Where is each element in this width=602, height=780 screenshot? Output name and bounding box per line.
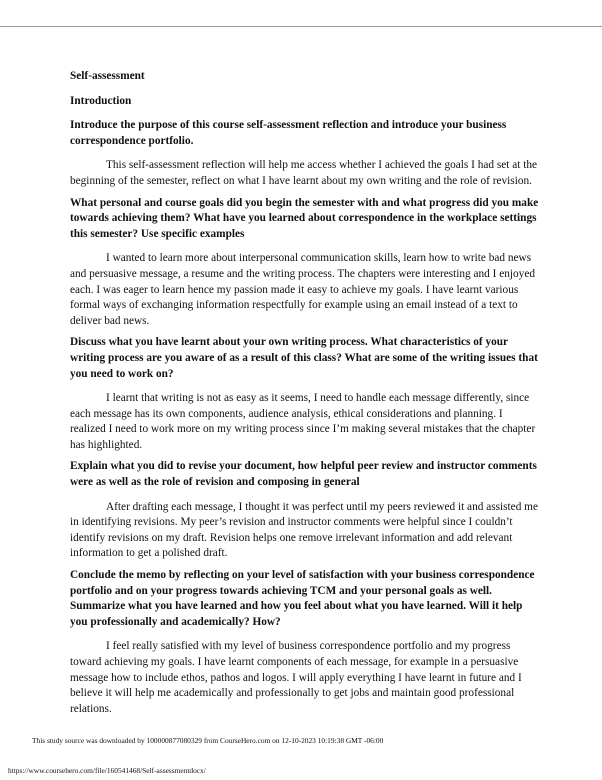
document-body	[70, 69, 540, 723]
download-source-note: This study source was downloaded by 100000877080329 from CourseHero.com on 12-10-2023 10:19:38 GMT -06:00	[32, 736, 384, 745]
answer-2: I wanted to learn more about interpersonal communication skills, learn how to write bad news and persuasive message, a resume and the writing process. The chapters were interesting and I enjoyed each. I was eager to learn hence my passion made it easy to achieve my goals. I have learnt various formal ways of exchanging information respectfully for example using an email instead of a text to deliver bad news.	[70, 252, 535, 327]
answer-1: This self-assessment reflection will help me access whether I achieved the goals I had set at the beginning of the semester, reflect on what I have learnt about my own writing and the role of revision.	[70, 159, 538, 187]
question-3: Discuss what you have learnt about your own writing process. What characteristics of your writing process are you aware of as a result of this class? What are some of the writing issues that you need to work on?	[70, 336, 538, 380]
header-divider	[0, 26, 602, 27]
document-subtitle: Introduction	[70, 94, 132, 107]
question-5: Conclude the memo by reflecting on your level of satisfaction with your business correspondence portfolio and on your progress towards achieving TCM and your personal goals as well. Summarize what you have learned and how you feel about what you have learned. Will it help you professionally and academically? How?	[70, 569, 535, 628]
question-2: What personal and course goals did you begin the semester with and what progress did you make towards achieving them? What have you learned about correspondence in the workplace settings this semester? Use specific examples	[70, 196, 539, 240]
question-4: Explain what you did to revise your document, how helpful peer review and instructor comments were as well as the role of revision and composing in general	[70, 460, 537, 489]
source-url[interactable]: https://www.coursehero.com/file/160541468/Self-assessmentdocx/	[8, 766, 206, 775]
answer-5: I feel really satisfied with my level of business correspondence portfolio and my progress toward achieving my goals. I have learnt components of each message, for example in a persuasive message how to include ethos, pathos and logos. I will apply everything I have learnt in future and I believe it will help me academically and professionally to get jobs and maintain good professional relations.	[70, 640, 522, 715]
document-title: Self-assessment	[70, 70, 145, 82]
answer-4: After drafting each message, I thought it was perfect until my peers reviewed it and assisted me in identifying revisions. My peer’s revision and instructor comments were helpful since I couldn’t identify revisions on my draft. Revision helps one remove irrelevant information and add relevant information to get a polished draft.	[70, 500, 538, 560]
answer-3: I learnt that writing is not as easy as it seems, I need to handle each message differently, since each message has its own components, audience analysis, ethical considerations and planning. I realized I need to work more on my writing process since I’m making several mistakes that the chapter has highlighted.	[70, 392, 536, 451]
question-1: Introduce the purpose of this course self-assessment reflection and introduce your business correspondence portfolio.	[70, 119, 507, 147]
